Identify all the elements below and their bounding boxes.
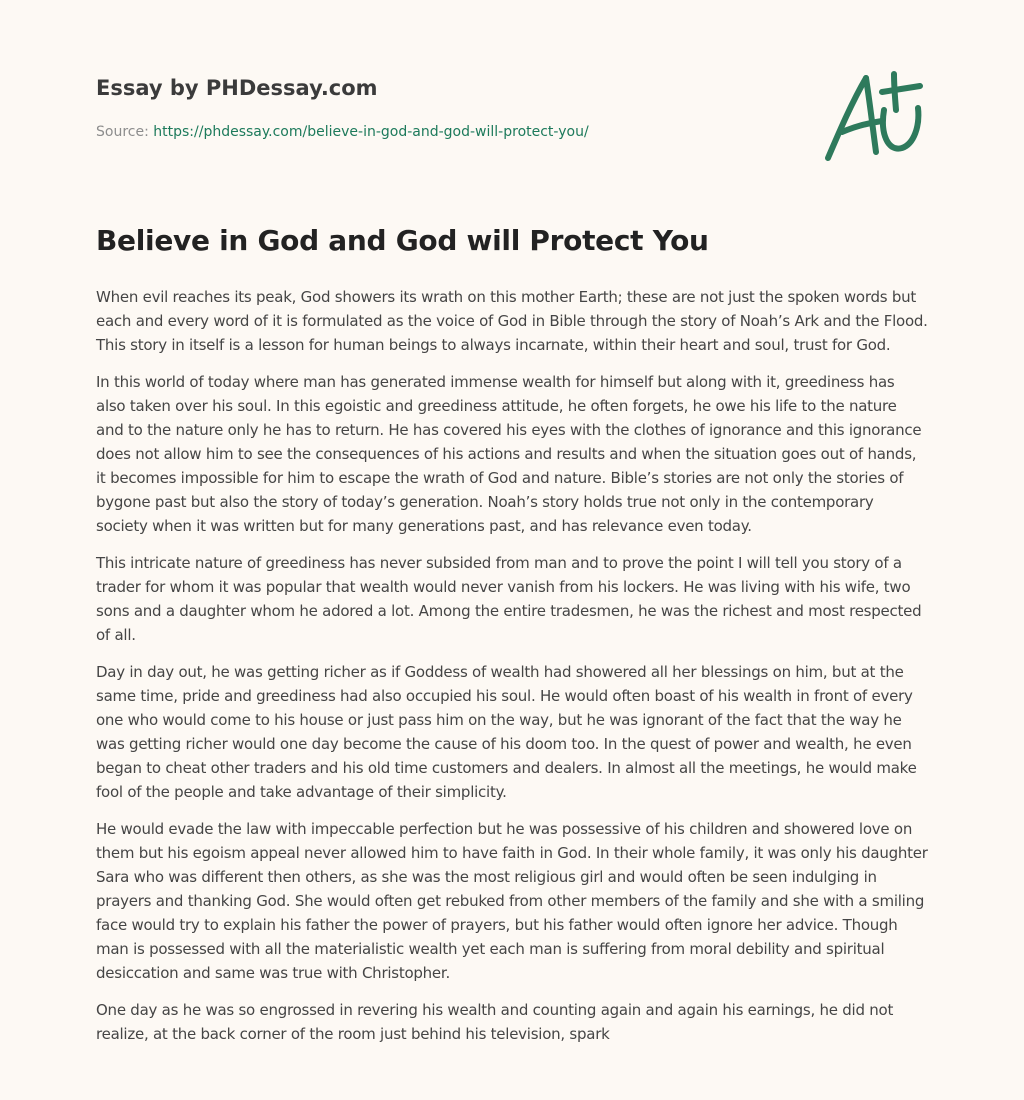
site-brand: Essay by PHDessay.com <box>96 76 378 100</box>
source-link[interactable]: https://phdessay.com/believe-in-god-and-god-will-protect-you/ <box>153 124 589 140</box>
essay-paragraph: When evil reaches its peak, God showers its wrath on this mother Earth; these are not just the spoken words but each and every word of it is formulated as the voice of God in Bible through the story of Noah’s Ark and the Flood. This story in itself is a lesson for human beings to always incarnate, within their heart and soul, trust for God. <box>96 288 928 354</box>
source-label: Source: <box>96 124 149 140</box>
essay-paragraph: One day as he was so engrossed in revering his wealth and counting again and again his earnings, he did not realize, at the back corner of the room just behind his television, spark <box>96 1001 894 1043</box>
essay-paragraph: He would evade the law with impeccable perfection but he was possessive of his children and showered love on them but his egoism appeal never allowed him to have faith in God. In their whole family, it was only his daughter Sara who was different then others, as she was the most religious girl and would often be seen indulging in prayers and thanking God. She would often get rebuked from other members of the family and she with a smiling face would try to explain his father the power of prayers, but his father would often ignore her advice. Though man is possessed with all the materialistic wealth yet each man is suffering from moral debility and spiritual desiccation and same was true with Christopher. <box>96 820 928 982</box>
source-line <box>96 124 589 140</box>
essay-paragraph: In this world of today where man has generated immense wealth for himself but along with it, greediness has also taken over his soul. In this egoistic and greediness attitude, he often forgets, he owe his life to the nature and to the nature only he has to return. He has covered his eyes with the clothes of ignorance and this ignorance does not allow him to see the consequences of his actions and results and when the situation goes out of hands, it becomes impossible for him to escape the wrath of God and nature. Bible’s stories are not only the stories of bygone past but also the story of today’s generation. Noah’s story holds true not only in the contemporary society when it was written but for many generations past, and has relevance even today. <box>96 373 922 535</box>
essay-body <box>96 285 928 1059</box>
essay-title: Believe in God and God will Protect You <box>96 224 709 257</box>
a-plus-grade-icon <box>822 68 926 164</box>
essay-paragraph: Day in day out, he was getting richer as if Goddess of wealth had showered all her blessings on him, but at the same time, pride and greediness had also occupied his soul. He would often boast of his wealth in front of every one who would come to his house or just pass him on the way, but he was ignorant of the fact that the way he was getting richer would one day become the cause of his doom too. In the quest of power and wealth, he even began to cheat other traders and his old time customers and dealers. In almost all the meetings, he would make fool of the people and take advantage of their simplicity. <box>96 663 917 801</box>
essay-paragraph: This intricate nature of greediness has never subsided from man and to prove the point I will tell you story of a trader for whom it was popular that wealth would never vanish from his lockers. He was living with his wife, two sons and a daughter whom he adored a lot. Among the entire tradesmen, he was the richest and most respected of all. <box>96 554 922 644</box>
